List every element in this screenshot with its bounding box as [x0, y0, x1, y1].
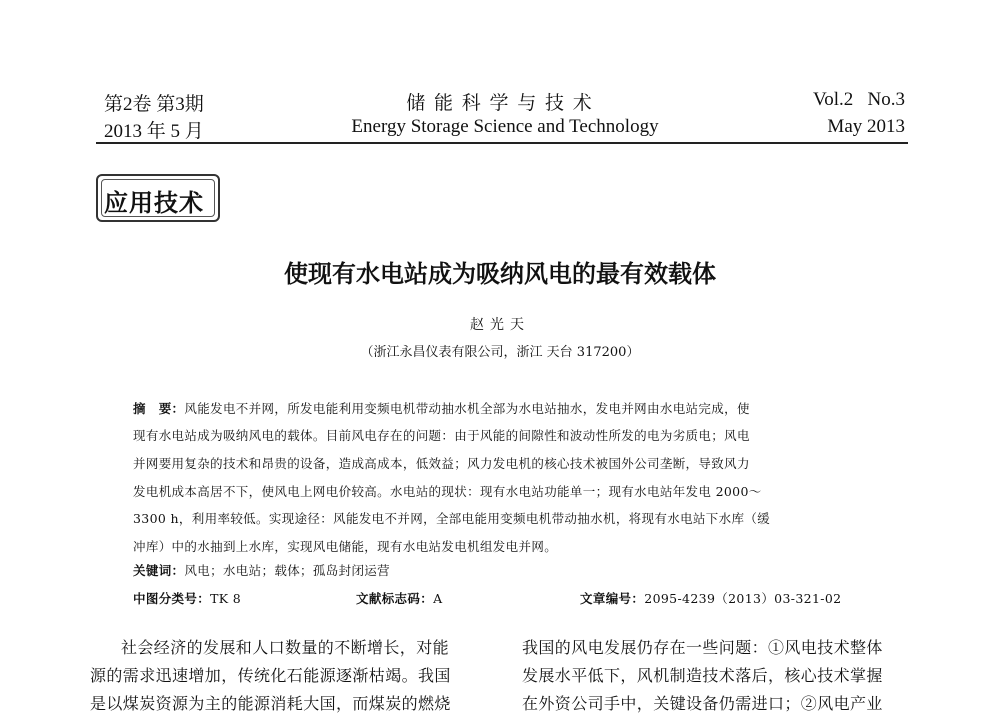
body-line: 在外资公司手中，关键设备仍需进口；②风电产业: [522, 694, 883, 713]
volume-issue-en: Vol.2 No.3: [812, 89, 905, 110]
keywords-label: 关键词：: [133, 563, 185, 578]
abstract-line: 3300 h，利用率较低。实现途径：风能发电不并网，全部电能用变频电机带动抽水机，将现有水电站下水库（缓: [133, 511, 771, 526]
abstract-line: 现有水电站成为吸纳风电的载体。目前风电存在的问题：由于风能的间隙性和波动性所发的电为劣质电；风电: [133, 428, 750, 443]
article-title: 使现有水电站成为吸纳风电的最有效载体: [284, 260, 716, 288]
abstract-label: 摘 要：: [133, 401, 185, 416]
abstract-line: 冲库）中的水抽到上水库，实现风电储能，现有水电站发电机组发电并网。: [133, 539, 558, 554]
author: 赵光天: [470, 317, 530, 333]
article-number-label: 文章编号：: [580, 591, 645, 606]
abstract-line: 风能发电不并网，所发电能利用变频电机带动抽水机全部为水电站抽水，发电并网由水电站完成，使: [184, 401, 750, 416]
abstract-line: 发电机成本高居不下，使风电上网电价较高。水电站的现状：现有水电站功能单一；现有水电站年发电 2000～: [133, 484, 762, 499]
body-line: 源的需求迅速增加，传统化石能源逐渐枯竭。我国: [90, 666, 451, 685]
header-rule: [96, 142, 908, 144]
body-line: 我国的风电发展仍存在一些问题：①风电技术整体: [522, 638, 883, 657]
doc-code-value: A: [433, 591, 443, 606]
body-line: 是以煤炭资源为主的能源消耗大国，而煤炭的燃烧: [90, 694, 451, 713]
body-line: 发展水平低下，风机制造技术落后，核心技术掌握: [522, 666, 883, 685]
body-line: 社会经济的发展和人口数量的不断增长，对能: [121, 638, 450, 657]
article-number: [580, 589, 841, 607]
doc-code: [356, 589, 443, 607]
volume-issue-cn: 第2卷 第3期: [104, 94, 204, 115]
section-label: 应用技术: [104, 189, 204, 217]
journal-title-en: Energy Storage Science and Technology: [351, 116, 659, 137]
classification-value: TK 8: [210, 591, 242, 606]
date-en: May 2013: [827, 116, 905, 137]
doc-code-label: 文献标志码：: [356, 591, 434, 606]
keywords: [133, 561, 390, 579]
affiliation: （浙江永昌仪表有限公司，浙江 天台 317200）: [360, 345, 640, 360]
classification-label: 中图分类号：: [133, 591, 211, 606]
classification: [133, 589, 241, 607]
date-cn: 2013 年 5 月: [104, 121, 204, 142]
abstract-line: 并网要用复杂的技术和昂贵的设备，造成高成本，低效益；风力发电机的核心技术被国外公司垄断，导致风力: [133, 456, 750, 471]
article-number-value: 2095-4239（2013）03-321-02: [644, 591, 842, 606]
journal-title-cn: 储 能 科 学 与 技 术: [406, 93, 594, 114]
keywords-value: 风电；水电站；载体；孤岛封闭运营: [184, 563, 391, 578]
section-badge: [96, 174, 220, 222]
